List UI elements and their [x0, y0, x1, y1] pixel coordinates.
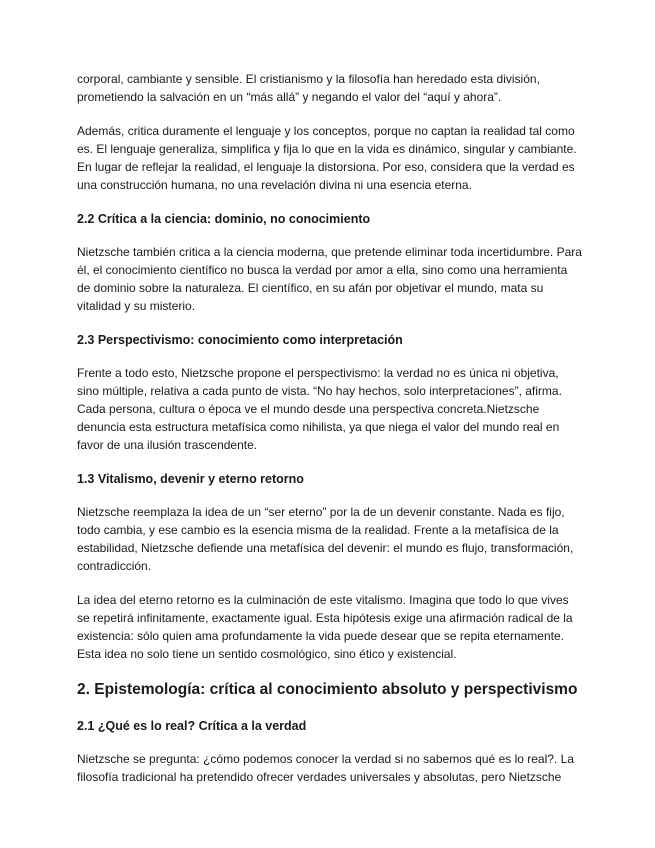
heading-2-2: 2.2 Crítica a la ciencia: dominio, no conocimiento [77, 212, 371, 226]
paragraph-vitalism: Nietzsche reemplaza la idea de un “ser eterno” por la de un devenir constante. Nada es fijo, todo cambia, y ese cambio es la esencia misma de la realidad. Frente a la metafísica de la estabilidad, Nietzsche defiende una metafísica del devenir: el mundo es flujo, transformación, contradicción. [77, 505, 574, 573]
heading-section-2: 2. Epistemología: crítica al conocimiento absoluto y perspectivismo [77, 681, 578, 698]
paragraph-dualism-continuation: corporal, cambiante y sensible. El cristianismo y la filosofía han heredado esta división, prometiendo la salvación en un “más allá” y negando el valor del “aquí y ahora”. [77, 72, 540, 104]
document-body [77, 70, 582, 802]
paragraph-perspectivism: Frente a todo esto, Nietzsche propone el perspectivismo: la verdad no es única ni objetiva, sino múltiple, relativa a cada punto de vista. “No hay hechos, solo interpretaciones”, afirma. Cada persona, cultura o época ve el mundo desde una perspectiva concreta.Nietzsche denuncia esta estructura metafísica como nihilista, ya que niega el valor del mundo real en favor de una ilusión trascendente. [77, 366, 562, 452]
heading-1-3: 1.3 Vitalismo, devenir y eterno retorno [77, 472, 304, 486]
paragraph-what-is-real: Nietzsche se pregunta: ¿cómo podemos conocer la verdad si no sabemos qué es lo real?. La filosofía tradicional ha pretendido ofrecer verdades universales y absolutas, pero Nietzsche [77, 752, 574, 784]
heading-2-1: 2.1 ¿Qué es lo real? Crítica a la verdad [77, 719, 307, 733]
heading-2-3: 2.3 Perspectivismo: conocimiento como interpretación [77, 333, 403, 347]
paragraph-eternal-return: La idea del eterno retorno es la culminación de este vitalismo. Imagina que todo lo que vives se repetirá infinitamente, exactamente igual. Esta hipótesis exige una afirmación radical de la existencia: sólo quien ama profundamente la vida puede desear que se repita eternamente. Esta idea no solo tiene un sentido cosmológico, sino ético y existencial. [77, 593, 573, 661]
paragraph-science-critique: Nietzsche también critica a la ciencia moderna, que pretende eliminar toda incertidumbre. Para él, el conocimiento científico no busca la verdad por amor a ella, sino como una herramienta de dominio sobre la naturaleza. El científico, en su afán por objetivar el mundo, mata su vitalidad y su misterio. [77, 245, 582, 313]
paragraph-language-critique: Además, critica duramente el lenguaje y los conceptos, porque no captan la realidad tal como es. El lenguaje generaliza, simplifica y fija lo que en la vida es dinámico, singular y cambiante. En lugar de reflejar la realidad, el lenguaje la distorsiona. Por eso, considera que la verdad es una construcción humana, no una revelación divina ni una esencia eterna. [77, 124, 577, 192]
